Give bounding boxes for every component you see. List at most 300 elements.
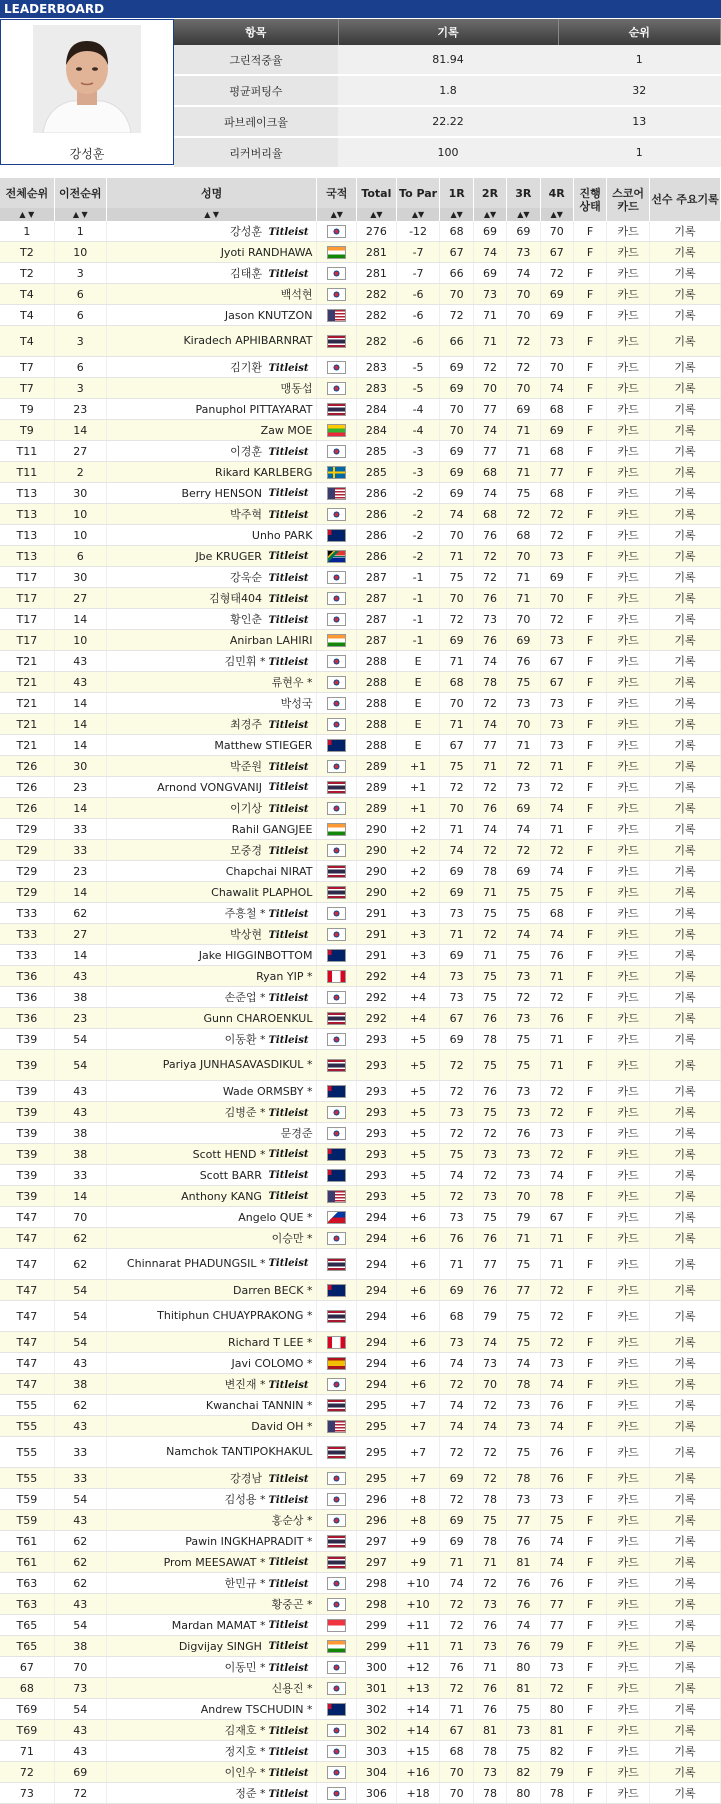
records-link[interactable]: 기록	[650, 651, 721, 672]
records-link[interactable]: 기록	[650, 1594, 721, 1615]
scorecard-link[interactable]: 카드	[607, 525, 650, 546]
player-name-link[interactable]: Jason KNUTZON	[224, 308, 313, 322]
records-link[interactable]: 기록	[650, 420, 721, 441]
scorecard-link[interactable]: 카드	[607, 1720, 650, 1741]
player-name-link[interactable]: Javi COLOMO	[231, 1356, 304, 1370]
records-link[interactable]: 기록	[650, 1008, 721, 1029]
player-name-link[interactable]: 박준원	[230, 760, 262, 773]
records-link[interactable]: 기록	[650, 1762, 721, 1783]
player-name-link[interactable]: Ryan YIP	[256, 969, 304, 983]
sort-arrows-round1[interactable]: ▲▼	[440, 208, 473, 221]
scorecard-link[interactable]: 카드	[607, 567, 650, 588]
scorecard-link[interactable]: 카드	[607, 441, 650, 462]
scorecard-link[interactable]: 카드	[607, 1374, 650, 1395]
player-name-cell[interactable]	[106, 966, 317, 987]
records-link[interactable]: 기록	[650, 777, 721, 798]
player-name-link[interactable]: Chawalit PLAPHOL	[211, 885, 313, 899]
player-name-cell[interactable]	[106, 1301, 317, 1332]
scorecard-link[interactable]: 카드	[607, 1678, 650, 1699]
player-name-cell[interactable]	[106, 630, 317, 651]
player-name-cell[interactable]	[106, 1678, 317, 1699]
scorecard-link[interactable]: 카드	[607, 1510, 650, 1531]
player-name-cell[interactable]	[106, 284, 317, 305]
player-name-link[interactable]: 김기환	[230, 361, 262, 374]
records-link[interactable]: 기록	[650, 305, 721, 326]
records-link[interactable]: 기록	[650, 1416, 721, 1437]
player-name-cell[interactable]	[106, 588, 317, 609]
sort-arrows-total[interactable]: ▲▼	[357, 208, 397, 221]
player-name-cell[interactable]	[106, 1552, 317, 1573]
player-name-cell[interactable]	[106, 1594, 317, 1615]
scorecard-link[interactable]: 카드	[607, 1416, 650, 1437]
scorecard-link[interactable]: 카드	[607, 221, 650, 242]
scorecard-link[interactable]: 카드	[607, 966, 650, 987]
scorecard-link[interactable]: 카드	[607, 840, 650, 861]
scorecard-link[interactable]: 카드	[607, 1615, 650, 1636]
player-name-cell[interactable]	[106, 221, 317, 242]
player-name-cell[interactable]	[106, 1144, 317, 1165]
scorecard-link[interactable]: 카드	[607, 1531, 650, 1552]
records-link[interactable]: 기록	[650, 525, 721, 546]
sort-arrows-round3[interactable]: ▲▼	[507, 208, 540, 221]
player-name-cell[interactable]	[106, 1720, 317, 1741]
player-name-link[interactable]: Chapchai NIRAT	[225, 864, 313, 878]
player-name-link[interactable]: Jake HIGGINBOTTOM	[198, 948, 313, 962]
player-name-link[interactable]: 황인춘	[230, 613, 262, 626]
player-name-cell[interactable]	[106, 693, 317, 714]
player-name-link[interactable]: Scott BARR	[199, 1168, 262, 1182]
player-name-cell[interactable]	[106, 567, 317, 588]
player-name-link[interactable]: Namchok TANTIPOKHAKUL	[166, 1445, 313, 1458]
records-link[interactable]: 기록	[650, 378, 721, 399]
player-name-link[interactable]: 홍순상	[271, 1514, 304, 1527]
records-link[interactable]: 기록	[650, 1081, 721, 1102]
player-name-link[interactable]: Andrew TSCHUDIN	[200, 1702, 304, 1716]
scorecard-link[interactable]: 카드	[607, 483, 650, 504]
records-link[interactable]: 기록	[650, 1615, 721, 1636]
player-name-link[interactable]: Mardan MAMAT	[171, 1618, 257, 1632]
player-name-cell[interactable]	[106, 1615, 317, 1636]
header-total[interactable]: Total	[357, 178, 397, 208]
player-name-cell[interactable]	[106, 987, 317, 1008]
scorecard-link[interactable]: 카드	[607, 399, 650, 420]
scorecard-link[interactable]: 카드	[607, 1437, 650, 1468]
scorecard-link[interactable]: 카드	[607, 1741, 650, 1762]
scorecard-link[interactable]: 카드	[607, 1762, 650, 1783]
player-name-cell[interactable]	[106, 1783, 317, 1804]
scorecard-link[interactable]: 카드	[607, 798, 650, 819]
player-name-link[interactable]: 모중경	[230, 844, 262, 857]
player-name-cell[interactable]	[106, 1050, 317, 1081]
player-name-cell[interactable]	[106, 1489, 317, 1510]
sort-arrows-position[interactable]: ▲ ▼	[0, 208, 54, 221]
player-name-cell[interactable]	[106, 305, 317, 326]
player-name-cell[interactable]	[106, 1029, 317, 1050]
player-name-cell[interactable]	[106, 651, 317, 672]
player-name-link[interactable]: Jyoti RANDHAWA	[220, 245, 313, 259]
scorecard-link[interactable]: 카드	[607, 882, 650, 903]
player-name-cell[interactable]	[106, 399, 317, 420]
player-name-link[interactable]: 변진재	[224, 1378, 257, 1391]
scorecard-link[interactable]: 카드	[607, 1102, 650, 1123]
records-link[interactable]: 기록	[650, 819, 721, 840]
records-link[interactable]: 기록	[650, 714, 721, 735]
player-name-link[interactable]: 정준	[235, 1787, 257, 1800]
player-name-cell[interactable]	[106, 1207, 317, 1228]
sort-arrows-round4[interactable]: ▲▼	[540, 208, 573, 221]
scorecard-link[interactable]: 카드	[607, 945, 650, 966]
scorecard-link[interactable]: 카드	[607, 819, 650, 840]
records-link[interactable]: 기록	[650, 1510, 721, 1531]
player-name-link[interactable]: 맹동섭	[280, 382, 313, 395]
player-name-cell[interactable]	[106, 1510, 317, 1531]
player-name-cell[interactable]	[106, 242, 317, 263]
player-name-cell[interactable]	[106, 1280, 317, 1301]
player-name-link[interactable]: 박상현	[230, 928, 262, 941]
scorecard-link[interactable]: 카드	[607, 651, 650, 672]
player-name-link[interactable]: Jbe KRUGER	[195, 549, 262, 563]
scorecard-link[interactable]: 카드	[607, 326, 650, 357]
records-link[interactable]: 기록	[650, 1249, 721, 1280]
scorecard-link[interactable]: 카드	[607, 1353, 650, 1374]
records-link[interactable]: 기록	[650, 1207, 721, 1228]
records-link[interactable]: 기록	[650, 756, 721, 777]
scorecard-link[interactable]: 카드	[607, 378, 650, 399]
scorecard-link[interactable]: 카드	[607, 1249, 650, 1280]
player-name-cell[interactable]	[106, 1741, 317, 1762]
header-to-par[interactable]: To Par	[396, 178, 440, 208]
player-name-link[interactable]: Rahil GANGJEE	[231, 822, 313, 836]
scorecard-link[interactable]: 카드	[607, 1228, 650, 1249]
scorecard-link[interactable]: 카드	[607, 305, 650, 326]
sort-arrows-nationality[interactable]: ▲▼	[317, 208, 357, 221]
scorecard-link[interactable]: 카드	[607, 1594, 650, 1615]
player-name-link[interactable]: Unho PARK	[251, 528, 313, 542]
player-name-link[interactable]: 김재호	[224, 1724, 257, 1737]
header-round3[interactable]: 3R	[507, 178, 540, 208]
player-name-link[interactable]: 박성국	[280, 697, 313, 710]
scorecard-link[interactable]: 카드	[607, 1395, 650, 1416]
records-link[interactable]: 기록	[650, 966, 721, 987]
player-name-cell[interactable]	[106, 735, 317, 756]
player-name-cell[interactable]	[106, 326, 317, 357]
scorecard-link[interactable]: 카드	[607, 609, 650, 630]
scorecard-link[interactable]: 카드	[607, 1280, 650, 1301]
player-name-link[interactable]: Scott HEND	[192, 1147, 257, 1161]
records-link[interactable]: 기록	[650, 1102, 721, 1123]
records-link[interactable]: 기록	[650, 1144, 721, 1165]
player-name-link[interactable]: Pariya JUNHASAVASDIKUL	[162, 1058, 304, 1071]
player-name-cell[interactable]	[106, 441, 317, 462]
scorecard-link[interactable]: 카드	[607, 1144, 650, 1165]
player-name-link[interactable]: 김성용	[224, 1493, 257, 1506]
records-link[interactable]: 기록	[650, 1029, 721, 1050]
player-name-link[interactable]: 이동환	[224, 1033, 257, 1046]
player-name-link[interactable]: 주흥철	[224, 907, 257, 920]
player-name-cell[interactable]	[106, 546, 317, 567]
scorecard-link[interactable]: 카드	[607, 1657, 650, 1678]
player-name-link[interactable]: Digvijay SINGH	[178, 1639, 262, 1653]
scorecard-link[interactable]: 카드	[607, 672, 650, 693]
player-name-cell[interactable]	[106, 462, 317, 483]
records-link[interactable]: 기록	[650, 1228, 721, 1249]
scorecard-link[interactable]: 카드	[607, 462, 650, 483]
records-link[interactable]: 기록	[650, 840, 721, 861]
player-name-cell[interactable]	[106, 756, 317, 777]
player-name-link[interactable]: 박주혁	[230, 508, 262, 521]
scorecard-link[interactable]: 카드	[607, 903, 650, 924]
player-name-cell[interactable]	[106, 1165, 317, 1186]
scorecard-link[interactable]: 카드	[607, 987, 650, 1008]
records-link[interactable]: 기록	[650, 735, 721, 756]
player-name-cell[interactable]	[106, 1123, 317, 1144]
scorecard-link[interactable]: 카드	[607, 630, 650, 651]
scorecard-link[interactable]: 카드	[607, 693, 650, 714]
records-link[interactable]: 기록	[650, 1353, 721, 1374]
records-link[interactable]: 기록	[650, 357, 721, 378]
player-name-cell[interactable]	[106, 378, 317, 399]
player-name-link[interactable]: Chinnarat PHADUNGSIL	[126, 1257, 257, 1270]
player-name-cell[interactable]	[106, 861, 317, 882]
records-link[interactable]: 기록	[650, 546, 721, 567]
player-name-cell[interactable]	[106, 1249, 317, 1280]
player-name-cell[interactable]	[106, 777, 317, 798]
scorecard-link[interactable]: 카드	[607, 1636, 650, 1657]
player-name-link[interactable]: 백석현	[280, 288, 313, 301]
records-link[interactable]: 기록	[650, 1301, 721, 1332]
player-name-cell[interactable]	[106, 1699, 317, 1720]
header-name[interactable]: 성명	[106, 178, 317, 208]
player-name-cell[interactable]	[106, 1186, 317, 1207]
records-link[interactable]: 기록	[650, 798, 721, 819]
records-link[interactable]: 기록	[650, 1395, 721, 1416]
player-name-cell[interactable]	[106, 1437, 317, 1468]
player-name-link[interactable]: Darren BECK	[233, 1283, 304, 1297]
records-link[interactable]: 기록	[650, 1573, 721, 1594]
records-link[interactable]: 기록	[650, 1123, 721, 1144]
records-link[interactable]: 기록	[650, 693, 721, 714]
scorecard-link[interactable]: 카드	[607, 1123, 650, 1144]
scorecard-link[interactable]: 카드	[607, 1783, 650, 1804]
header-previous-position[interactable]: 이전순위	[54, 178, 106, 208]
player-name-link[interactable]: 강성훈	[230, 225, 262, 238]
player-name-link[interactable]: 강경남	[230, 1472, 262, 1485]
records-link[interactable]: 기록	[650, 609, 721, 630]
records-link[interactable]: 기록	[650, 945, 721, 966]
player-name-link[interactable]: David OH	[251, 1419, 304, 1433]
player-name-link[interactable]: 정지호	[224, 1745, 257, 1758]
scorecard-link[interactable]: 카드	[607, 284, 650, 305]
player-name-link[interactable]: Prom MEESAWAT	[163, 1555, 257, 1569]
scorecard-link[interactable]: 카드	[607, 777, 650, 798]
records-link[interactable]: 기록	[650, 924, 721, 945]
sort-arrows-to-par[interactable]: ▲▼	[396, 208, 440, 221]
player-name-cell[interactable]	[106, 1657, 317, 1678]
player-name-cell[interactable]	[106, 1395, 317, 1416]
records-link[interactable]: 기록	[650, 588, 721, 609]
player-name-cell[interactable]	[106, 672, 317, 693]
records-link[interactable]: 기록	[650, 399, 721, 420]
records-link[interactable]: 기록	[650, 326, 721, 357]
records-link[interactable]: 기록	[650, 263, 721, 284]
player-name-link[interactable]: 김태훈	[230, 267, 262, 280]
records-link[interactable]: 기록	[650, 242, 721, 263]
records-link[interactable]: 기록	[650, 221, 721, 242]
scorecard-link[interactable]: 카드	[607, 1186, 650, 1207]
scorecard-link[interactable]: 카드	[607, 420, 650, 441]
scorecard-link[interactable]: 카드	[607, 1029, 650, 1050]
sort-arrows-round2[interactable]: ▲▼	[473, 208, 506, 221]
records-link[interactable]: 기록	[650, 441, 721, 462]
player-name-link[interactable]: 류현우	[271, 676, 304, 689]
player-name-link[interactable]: 이기상	[230, 802, 262, 815]
scorecard-link[interactable]: 카드	[607, 1050, 650, 1081]
scorecard-link[interactable]: 카드	[607, 1301, 650, 1332]
records-link[interactable]: 기록	[650, 672, 721, 693]
records-link[interactable]: 기록	[650, 1437, 721, 1468]
player-name-link[interactable]: 이동민	[224, 1661, 257, 1674]
scorecard-link[interactable]: 카드	[607, 263, 650, 284]
player-name-cell[interactable]	[106, 263, 317, 284]
player-name-link[interactable]: 이인우	[224, 1766, 257, 1779]
player-name-link[interactable]: Richard T LEE	[227, 1335, 304, 1349]
player-name-link[interactable]: 강욱순	[230, 571, 262, 584]
player-name-cell[interactable]	[106, 840, 317, 861]
records-link[interactable]: 기록	[650, 630, 721, 651]
player-name-link[interactable]: Kwanchai TANNIN	[205, 1398, 304, 1412]
player-name-link[interactable]: Zaw MOE	[260, 423, 313, 437]
scorecard-link[interactable]: 카드	[607, 357, 650, 378]
player-name-cell[interactable]	[106, 1102, 317, 1123]
player-name-cell[interactable]	[106, 1531, 317, 1552]
sort-arrows-previous[interactable]: ▲ ▼	[54, 208, 106, 221]
records-link[interactable]: 기록	[650, 1165, 721, 1186]
player-name-cell[interactable]	[106, 714, 317, 735]
header-round1[interactable]: 1R	[440, 178, 473, 208]
player-name-link[interactable]: Matthew STIEGER	[214, 738, 313, 752]
records-link[interactable]: 기록	[650, 1050, 721, 1081]
records-link[interactable]: 기록	[650, 483, 721, 504]
player-name-link[interactable]: 김병준	[224, 1106, 257, 1119]
scorecard-link[interactable]: 카드	[607, 735, 650, 756]
player-name-cell[interactable]	[106, 1374, 317, 1395]
records-link[interactable]: 기록	[650, 1489, 721, 1510]
scorecard-link[interactable]: 카드	[607, 924, 650, 945]
player-name-cell[interactable]	[106, 1332, 317, 1353]
scorecard-link[interactable]: 카드	[607, 1552, 650, 1573]
scorecard-link[interactable]: 카드	[607, 1081, 650, 1102]
player-name-link[interactable]: 이승만	[271, 1232, 304, 1245]
player-name-link[interactable]: 최경주	[230, 718, 262, 731]
scorecard-link[interactable]: 카드	[607, 1008, 650, 1029]
player-name-cell[interactable]	[106, 882, 317, 903]
records-link[interactable]: 기록	[650, 1186, 721, 1207]
scorecard-link[interactable]: 카드	[607, 756, 650, 777]
records-link[interactable]: 기록	[650, 1552, 721, 1573]
player-name-cell[interactable]	[106, 1416, 317, 1437]
scorecard-link[interactable]: 카드	[607, 1207, 650, 1228]
scorecard-link[interactable]: 카드	[607, 1468, 650, 1489]
player-name-link[interactable]: 이경훈	[230, 445, 262, 458]
player-name-cell[interactable]	[106, 1573, 317, 1594]
player-name-cell[interactable]	[106, 483, 317, 504]
player-name-link[interactable]: Berry HENSON	[181, 486, 262, 500]
header-position[interactable]: 전체순위	[0, 178, 54, 208]
player-name-cell[interactable]	[106, 798, 317, 819]
scorecard-link[interactable]: 카드	[607, 504, 650, 525]
player-name-link[interactable]: Panuphol PITTAYARAT	[195, 402, 313, 416]
player-name-link[interactable]: 황중곤	[271, 1598, 304, 1611]
player-name-link[interactable]: 문경준	[280, 1127, 313, 1140]
player-name-link[interactable]: Anthony KANG	[181, 1189, 262, 1203]
records-link[interactable]: 기록	[650, 1280, 721, 1301]
player-name-cell[interactable]	[106, 1008, 317, 1029]
player-name-link[interactable]: Angelo QUE	[238, 1210, 304, 1224]
player-name-link[interactable]: Anirban LAHIRI	[229, 633, 313, 647]
player-name-cell[interactable]	[106, 924, 317, 945]
player-name-cell[interactable]	[106, 357, 317, 378]
player-name-link[interactable]: 한민규	[224, 1577, 257, 1590]
sort-arrows-name[interactable]: ▲ ▼	[106, 208, 317, 221]
records-link[interactable]: 기록	[650, 861, 721, 882]
player-name-link[interactable]: Arnond VONGVANIJ	[157, 780, 262, 794]
player-name-link[interactable]: Rikard KARLBERG	[215, 465, 313, 479]
player-name-cell[interactable]	[106, 1468, 317, 1489]
player-name-cell[interactable]	[106, 1228, 317, 1249]
player-name-link[interactable]: 김형태404	[209, 592, 262, 605]
records-link[interactable]: 기록	[650, 1657, 721, 1678]
records-link[interactable]: 기록	[650, 567, 721, 588]
scorecard-link[interactable]: 카드	[607, 1489, 650, 1510]
player-name-link[interactable]: Kiradech APHIBARNRAT	[183, 334, 313, 347]
header-nationality[interactable]: 국적	[317, 178, 357, 208]
player-name-link[interactable]: 김민휘	[224, 655, 257, 668]
player-name-link[interactable]: 신용진	[271, 1682, 304, 1695]
player-name-cell[interactable]	[106, 819, 317, 840]
player-name-link[interactable]: Gunn CHAROENKUL	[203, 1011, 313, 1025]
player-name-cell[interactable]	[106, 420, 317, 441]
player-name-link[interactable]: Pawin INGKHAPRADIT	[185, 1534, 304, 1548]
scorecard-link[interactable]: 카드	[607, 546, 650, 567]
scorecard-link[interactable]: 카드	[607, 1332, 650, 1353]
player-name-link[interactable]: Wade ORMSBY	[222, 1084, 304, 1098]
scorecard-link[interactable]: 카드	[607, 1165, 650, 1186]
player-name-link[interactable]: Thitiphun CHUAYPRAKONG	[157, 1309, 304, 1322]
player-name-cell[interactable]	[106, 945, 317, 966]
header-round2[interactable]: 2R	[473, 178, 506, 208]
records-link[interactable]: 기록	[650, 903, 721, 924]
scorecard-link[interactable]: 카드	[607, 1573, 650, 1594]
records-link[interactable]: 기록	[650, 1720, 721, 1741]
player-name-cell[interactable]	[106, 1636, 317, 1657]
records-link[interactable]: 기록	[650, 1468, 721, 1489]
player-name-cell[interactable]	[106, 504, 317, 525]
records-link[interactable]: 기록	[650, 284, 721, 305]
records-link[interactable]: 기록	[650, 1699, 721, 1720]
scorecard-link[interactable]: 카드	[607, 861, 650, 882]
records-link[interactable]: 기록	[650, 1374, 721, 1395]
header-round4[interactable]: 4R	[540, 178, 573, 208]
player-name-cell[interactable]	[106, 525, 317, 546]
records-link[interactable]: 기록	[650, 1783, 721, 1804]
records-link[interactable]: 기록	[650, 1332, 721, 1353]
records-link[interactable]: 기록	[650, 1636, 721, 1657]
player-name-link[interactable]: 손준업	[224, 991, 257, 1004]
records-link[interactable]: 기록	[650, 1531, 721, 1552]
player-name-cell[interactable]	[106, 903, 317, 924]
player-name-cell[interactable]	[106, 1762, 317, 1783]
records-link[interactable]: 기록	[650, 1741, 721, 1762]
